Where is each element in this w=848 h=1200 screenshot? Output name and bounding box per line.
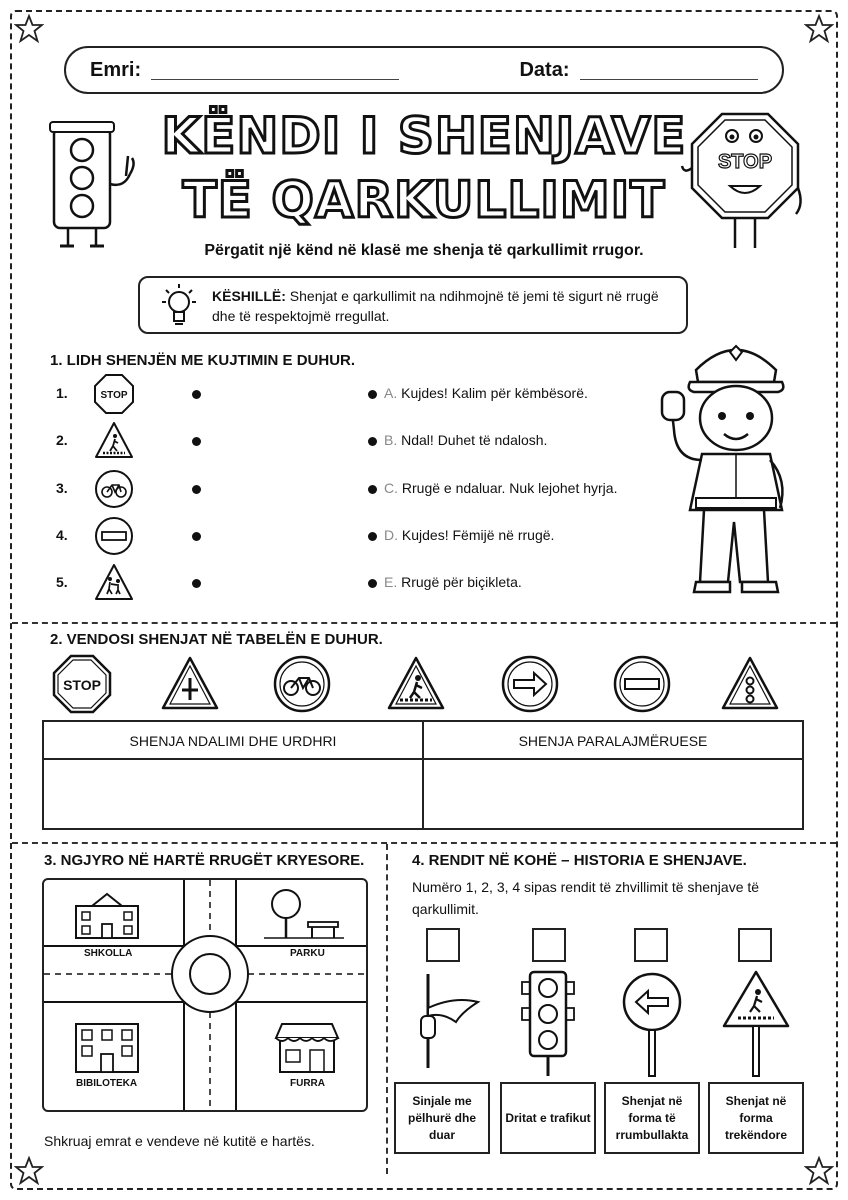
match-row: [50, 563, 650, 603]
match-dot-right[interactable]: [368, 579, 377, 588]
section-1-title: 1. LIDH SHENJËN ME KUJTIMIN E DUHUR.: [50, 352, 356, 369]
map-label-school: SHKOLLA: [84, 948, 133, 959]
name-field[interactable]: [151, 60, 399, 80]
order-checkbox-1[interactable]: [426, 928, 460, 962]
tip-label: KËSHILLË:: [212, 288, 286, 304]
pedestrian-crossing-sign[interactable]: [386, 654, 446, 714]
column-header-warning: SHENJA PARALAJMËRUESE: [518, 733, 708, 749]
name-label: Emri:: [90, 58, 142, 81]
title-line-2: TË QARKULLIMIT: [182, 171, 666, 229]
match-option-letter: C.: [384, 480, 398, 496]
match-option-letter: A.: [384, 385, 398, 401]
no-entry-sign: [94, 516, 134, 556]
date-label: Data:: [519, 58, 570, 81]
star-icon: [804, 14, 834, 44]
match-option-letter: E.: [384, 574, 398, 590]
match-row-number: 5.: [56, 574, 68, 590]
round-arrow-sign-icon: [612, 968, 692, 1078]
sort-signs-table: [42, 720, 804, 830]
drop-zone-warning[interactable]: [426, 762, 802, 828]
section-2-title: 2. VENDOSI SHENJAT NË TABELËN E DUHUR.: [50, 631, 383, 648]
match-row-number: 1.: [56, 385, 68, 401]
match-option: [384, 574, 522, 590]
column-divider: [422, 722, 424, 828]
no-entry-sign[interactable]: [612, 654, 672, 714]
map-label-park: PARKU: [290, 948, 325, 959]
bicycle-sign: [94, 469, 134, 509]
map-label-bakery: FURRA: [290, 1078, 325, 1089]
drop-zone-prohibition[interactable]: [44, 762, 420, 828]
match-row: [50, 374, 650, 414]
order-checkbox-4[interactable]: [738, 928, 772, 962]
library-icon: [72, 1018, 142, 1074]
match-dot-left[interactable]: [192, 579, 201, 588]
town-map: [42, 878, 368, 1112]
lightbulb-icon: [154, 282, 204, 330]
match-option-text: Kujdes! Fëmijë në rrugë.: [401, 527, 555, 543]
history-label-3: Shenjat në forma të rrumbullakta: [604, 1082, 700, 1154]
section-3-title: 3. NGJYRO NË HARTË RRUGËT KRYESORE.: [44, 852, 365, 869]
match-option-text: Rrugë e ndaluar. Nuk lejohet hyrja.: [401, 480, 618, 496]
title-line-1: KËNDI I SHENJAVE: [161, 107, 687, 165]
match-option-text: Kujdes! Kalim për këmbësorë.: [401, 385, 588, 401]
worksheet-title: [140, 104, 708, 232]
match-option: [384, 385, 588, 401]
park-icon: [264, 886, 344, 940]
children-sign: [94, 563, 134, 603]
date-field[interactable]: [580, 60, 759, 80]
tip-body: Shenjat e qarkullimit na ndihmojnë të jemi të sigurt në rrugë dhe të respektojmë rregullat.: [212, 288, 659, 324]
tip-text: [212, 286, 682, 326]
stop-sign: [94, 374, 134, 414]
section-4-title: 4. RENDIT NË KOHË – HISTORIA E SHENJAVE.: [412, 852, 747, 869]
history-label-2: Dritat e trafikut: [500, 1082, 596, 1154]
map-label-library: BIBILOTEKA: [76, 1078, 138, 1089]
section-divider: [12, 842, 836, 844]
name-date-header: [64, 46, 784, 94]
stop-sign-text: STOP: [100, 390, 128, 401]
column-divider: [386, 844, 388, 1174]
triangle-sign-icon: [716, 968, 796, 1078]
match-option-letter: B.: [384, 432, 398, 448]
match-dot-right[interactable]: [368, 532, 377, 541]
match-option-text: Ndal! Duhet të ndalosh.: [401, 432, 548, 448]
match-dot-left[interactable]: [192, 532, 201, 541]
bakery-icon: [272, 1018, 342, 1074]
traffic-light-warning-sign[interactable]: [720, 654, 780, 714]
match-row: [50, 421, 650, 461]
direction-arrow-sign[interactable]: [500, 654, 560, 714]
stop-sign[interactable]: [52, 654, 112, 714]
tip-box: [138, 276, 688, 334]
star-icon: [804, 1156, 834, 1186]
match-option: [384, 432, 547, 448]
match-dot-right[interactable]: [368, 390, 377, 399]
match-row: [50, 469, 650, 509]
stop-sign-mascot-icon: [680, 108, 810, 258]
match-dot-right[interactable]: [368, 485, 377, 494]
stop-sign-text: STOP: [717, 151, 773, 173]
school-icon: [72, 890, 142, 940]
match-row-number: 2.: [56, 432, 68, 448]
history-label-4: Shenjat në forma trekëndore: [708, 1082, 804, 1154]
match-dot-left[interactable]: [192, 485, 201, 494]
star-icon: [14, 14, 44, 44]
match-dot-left[interactable]: [192, 437, 201, 446]
bicycle-sign[interactable]: [272, 654, 332, 714]
pedestrian-crossing-sign: [94, 421, 134, 461]
order-checkbox-2[interactable]: [532, 928, 566, 962]
flag-signal-icon: [406, 968, 486, 1078]
map-caption: Shkruaj emrat e vendeve në kutitë e hartës.: [44, 1133, 315, 1149]
order-checkbox-3[interactable]: [634, 928, 668, 962]
section-4-instruction: Numëro 1, 2, 3, 4 sipas rendit të zhvillimit të shenjave të qarkullimit.: [412, 879, 760, 917]
match-option-letter: D.: [384, 527, 398, 543]
match-dot-left[interactable]: [192, 390, 201, 399]
star-icon: [14, 1156, 44, 1186]
match-option: [384, 480, 617, 496]
match-row-number: 3.: [56, 480, 68, 496]
crossroad-warning-sign[interactable]: [160, 654, 220, 714]
section-divider: [12, 622, 836, 624]
stop-sign-text: STOP: [63, 677, 101, 693]
match-option-text: Rrugë për biçikleta.: [401, 574, 522, 590]
match-row-number: 4.: [56, 527, 68, 543]
match-row: [50, 516, 650, 556]
subtitle: Përgatit një kënd në klasë me shenja të qarkullimit rrugor.: [204, 242, 644, 259]
match-dot-right[interactable]: [368, 437, 377, 446]
history-label-1: Sinjale me pëlhurë dhe duar: [394, 1082, 490, 1154]
column-header-prohibition: SHENJA NDALIMI DHE URDHRI: [129, 733, 337, 749]
match-option: [384, 527, 554, 543]
traffic-light-icon: [508, 968, 588, 1078]
police-officer-icon: [656, 330, 816, 600]
